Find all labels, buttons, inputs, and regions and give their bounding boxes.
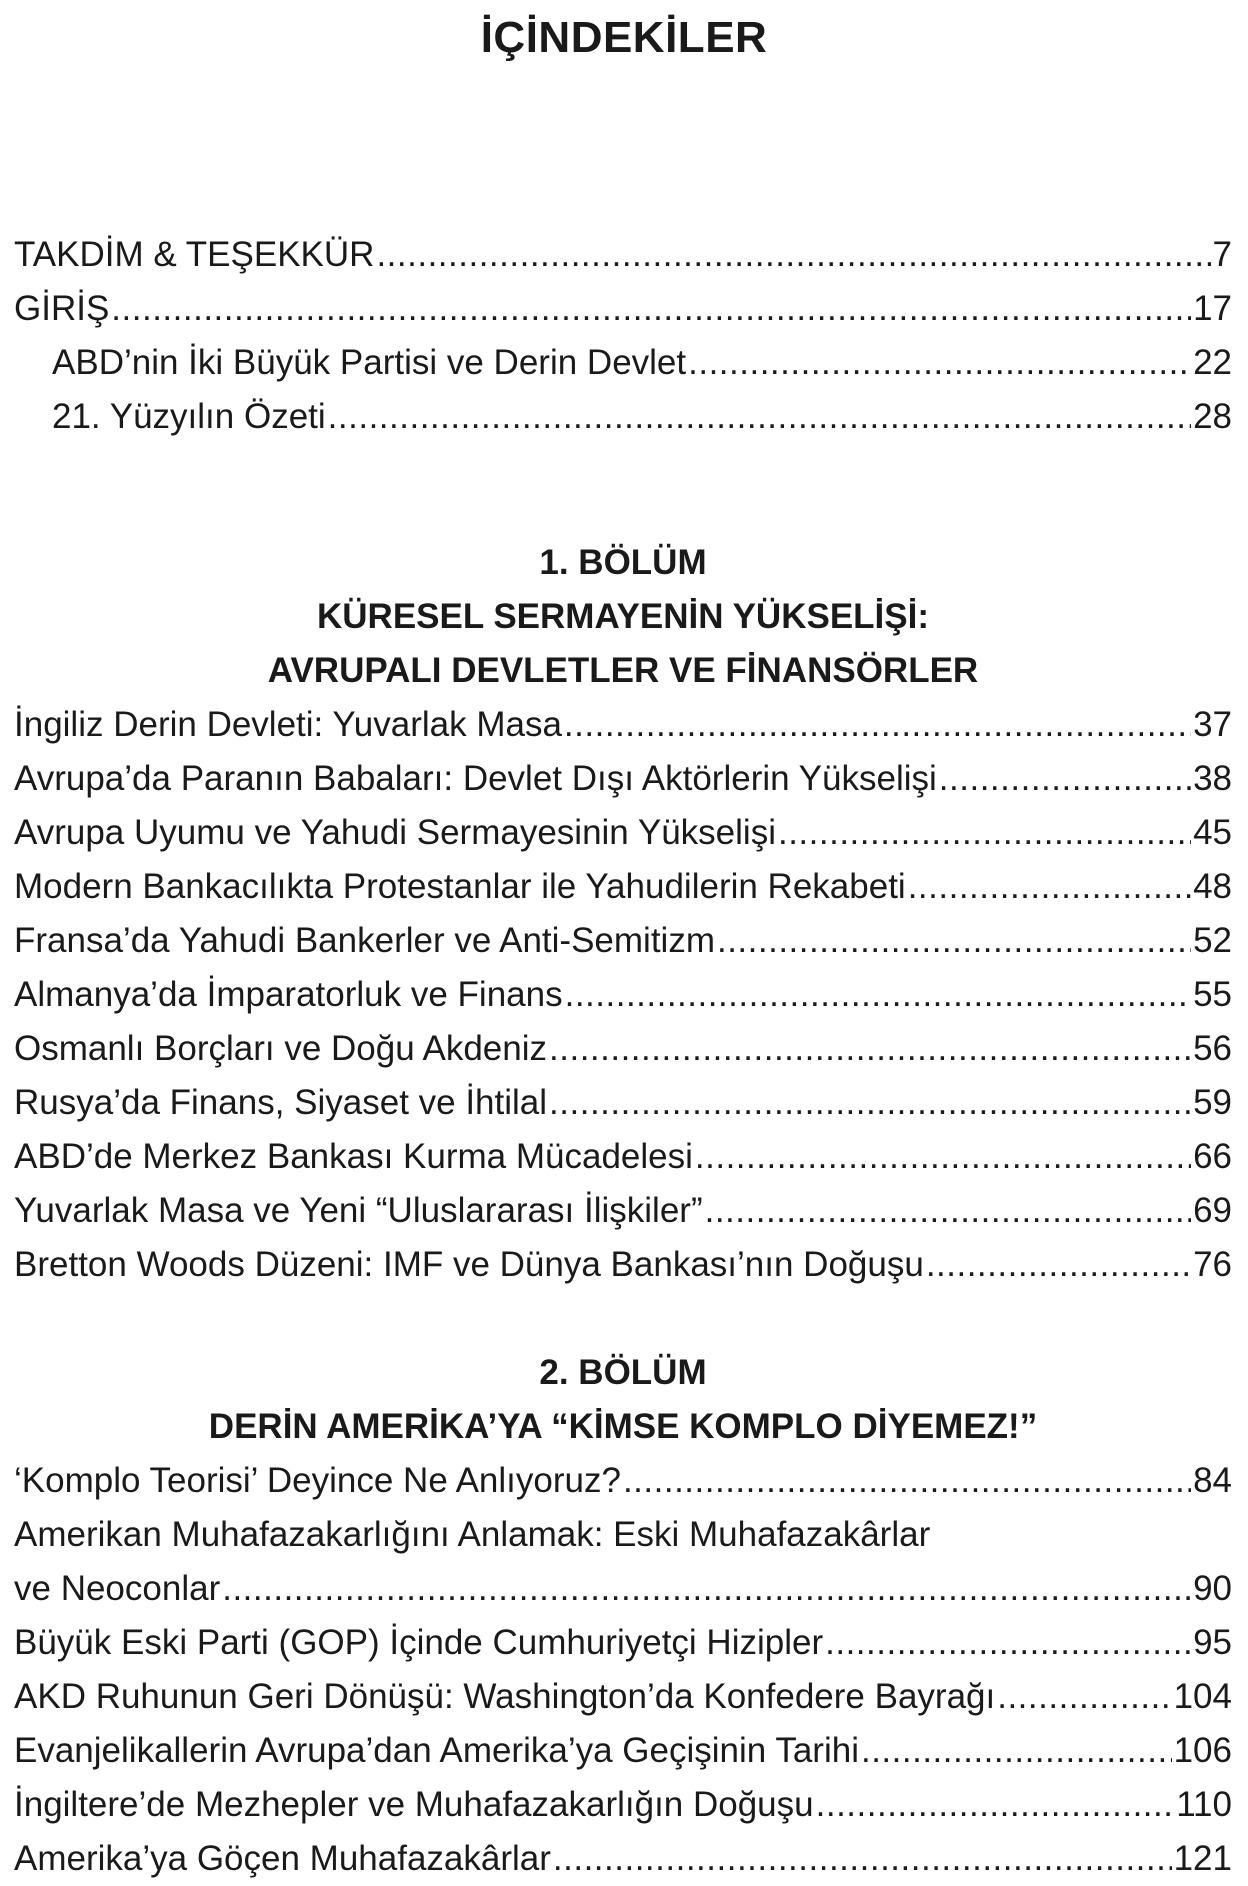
toc-entry-page: 76 [1193,1245,1232,1284]
toc-entry-title: AKD Ruhunun Geri Dönüşü: Washington’da Konfedere Bayrağı [14,1677,996,1716]
toc-entry-title: ABD’nin İki Büyük Partisi ve Derin Devlet [52,343,687,382]
toc-entry-title: Avrupa’da Paranın Babaları: Devlet Dışı Aktörlerin Yükselişi [14,759,937,798]
toc-subentry[interactable] [14,336,1232,390]
leader-dots [861,1724,1172,1778]
toc-entry[interactable] [14,1454,1232,1508]
spacer [14,444,1232,498]
toc-entry[interactable] [14,1184,1232,1238]
leader-dots [328,390,1191,444]
leader-dots [778,806,1191,860]
leader-dots [565,968,1191,1022]
toc-entry-title: İngiltere’de Mezhepler ve Muhafazakarlığın Doğuşu [14,1785,814,1824]
toc-entry-title: Büyük Eski Parti (GOP) İçinde Cumhuriyetçi Hizipler [14,1623,824,1662]
toc-entry[interactable] [14,1076,1232,1130]
leader-dots [939,752,1191,806]
toc-entry[interactable] [14,1238,1232,1292]
leader-dots [549,1076,1191,1130]
toc-entry-page: 95 [1193,1623,1232,1662]
toc-entry-title-line-2: ve Neoconlar [14,1569,221,1608]
toc-entry-title: Evanjelikallerin Avrupa’dan Amerika’ya Geçişinin Tarihi [14,1731,859,1770]
toc-entry-title: Bretton Woods Düzeni: IMF ve Dünya Bankası’nın Doğuşu [14,1245,924,1284]
leader-dots [376,228,1210,282]
leader-dots [111,282,1191,336]
leader-dots [816,1778,1175,1832]
toc-entry[interactable] [14,1778,1232,1832]
toc-entry-page: 90 [1193,1569,1232,1608]
toc-entry-title: Fransa’da Yahudi Bankerler ve Anti-Semitizm [14,921,715,960]
toc-entry-title: Amerika’ya Göçen Muhafazakârlar [14,1839,551,1878]
toc-entry-title: 21. Yüzyılın Özeti [52,397,326,436]
leader-dots [222,1562,1191,1616]
toc-entry[interactable] [14,1130,1232,1184]
toc-entry[interactable] [14,1832,1232,1886]
toc-entry-page: 121 [1173,1839,1232,1878]
toc-entry[interactable] [14,1724,1232,1778]
section-1-title-line-1: KÜRESEL SERMAYENİN YÜKSELİŞİ: [317,597,929,636]
leader-dots [997,1670,1171,1724]
section-1-number: 1. BÖLÜM [539,543,707,582]
toc-entry-page: 38 [1193,759,1232,798]
toc-entry[interactable] [14,860,1232,914]
spacer [14,498,1232,536]
leader-dots [553,1832,1172,1886]
toc-entry-title: Almanya’da İmparatorluk ve Finans [14,975,563,1014]
toc-subentry[interactable] [14,390,1232,444]
leader-dots [549,1022,1191,1076]
section-1-title-line-2: AVRUPALI DEVLETLER VE FİNANSÖRLER [267,651,979,690]
leader-dots [908,860,1191,914]
toc-entry-page: 17 [1193,289,1232,328]
toc-entry-page: 69 [1193,1191,1232,1230]
toc-entry-page: 106 [1173,1731,1232,1770]
toc-entry-page: 28 [1193,397,1232,436]
leader-dots [717,914,1191,968]
toc-entry-page: 55 [1193,975,1232,1014]
toc-entry-page: 7 [1212,235,1232,274]
toc-entry-title: Rusya’da Finans, Siyaset ve İhtilal [14,1083,548,1122]
toc-entry-title: İngiliz Derin Devleti: Yuvarlak Masa [14,705,562,744]
leader-dots [926,1238,1191,1292]
toc-entry-page: 66 [1193,1137,1232,1176]
toc-entry-title: Yuvarlak Masa ve Yeni “Uluslararası İlişkiler” [14,1191,703,1230]
toc-entry-page: 56 [1193,1029,1232,1068]
leader-dots [623,1454,1191,1508]
toc-entry-title: GİRİŞ [14,289,110,328]
toc-entry-page: 48 [1193,867,1232,906]
toc-entry-title: Osmanlı Borçları ve Doğu Akdeniz [14,1029,548,1068]
toc-entry[interactable] [14,1670,1232,1724]
toc-entry-title: Modern Bankacılıkta Protestanlar ile Yahudilerin Rekabeti [14,867,906,906]
spacer [14,1292,1232,1346]
toc-entry[interactable] [14,282,1232,336]
toc-entry-title-line-1[interactable]: Amerikan Muhafazakarlığını Anlamak: Eski Muhafazakârlar [14,1515,931,1554]
toc-entry-page: 37 [1193,705,1232,744]
page-title: İÇİNDEKİLER [480,13,768,62]
leader-dots [825,1616,1191,1670]
toc-entry-page: 84 [1193,1461,1232,1500]
toc-entry[interactable] [14,698,1232,752]
leader-dots [564,698,1191,752]
toc-entry-page: 110 [1176,1785,1232,1824]
toc-entry-page: 104 [1173,1677,1232,1716]
toc-entry-page: 22 [1193,343,1232,382]
toc-entry[interactable] [14,806,1232,860]
toc-entry[interactable] [14,968,1232,1022]
toc-entry[interactable] [14,914,1232,968]
section-2-title: DERİN AMERİKA’YA “KİMSE KOMPLO DİYEMEZ!” [208,1407,1038,1446]
toc-entry-page: 52 [1193,921,1232,960]
section-2-number: 2. BÖLÜM [539,1353,707,1392]
toc-entry-title: ABD’de Merkez Bankası Kurma Mücadelesi [14,1137,693,1176]
toc-entry-title: Avrupa Uyumu ve Yahudi Sermayesinin Yükselişi [14,813,776,852]
toc-entry[interactable] [14,228,1232,282]
toc-entry-page: 45 [1193,813,1232,852]
leader-dots [705,1184,1191,1238]
toc-entry-page: 59 [1193,1083,1232,1122]
toc-entry[interactable] [14,1562,1232,1616]
leader-dots [688,336,1191,390]
table-of-contents [14,228,1232,1886]
toc-entry-title: ‘Komplo Teorisi’ Deyince Ne Anlıyoruz? [14,1461,621,1500]
toc-entry-title: TAKDİM & TEŞEKKÜR [14,235,375,274]
toc-entry[interactable] [14,1022,1232,1076]
toc-entry[interactable] [14,1616,1232,1670]
toc-entry[interactable] [14,752,1232,806]
leader-dots [695,1130,1191,1184]
